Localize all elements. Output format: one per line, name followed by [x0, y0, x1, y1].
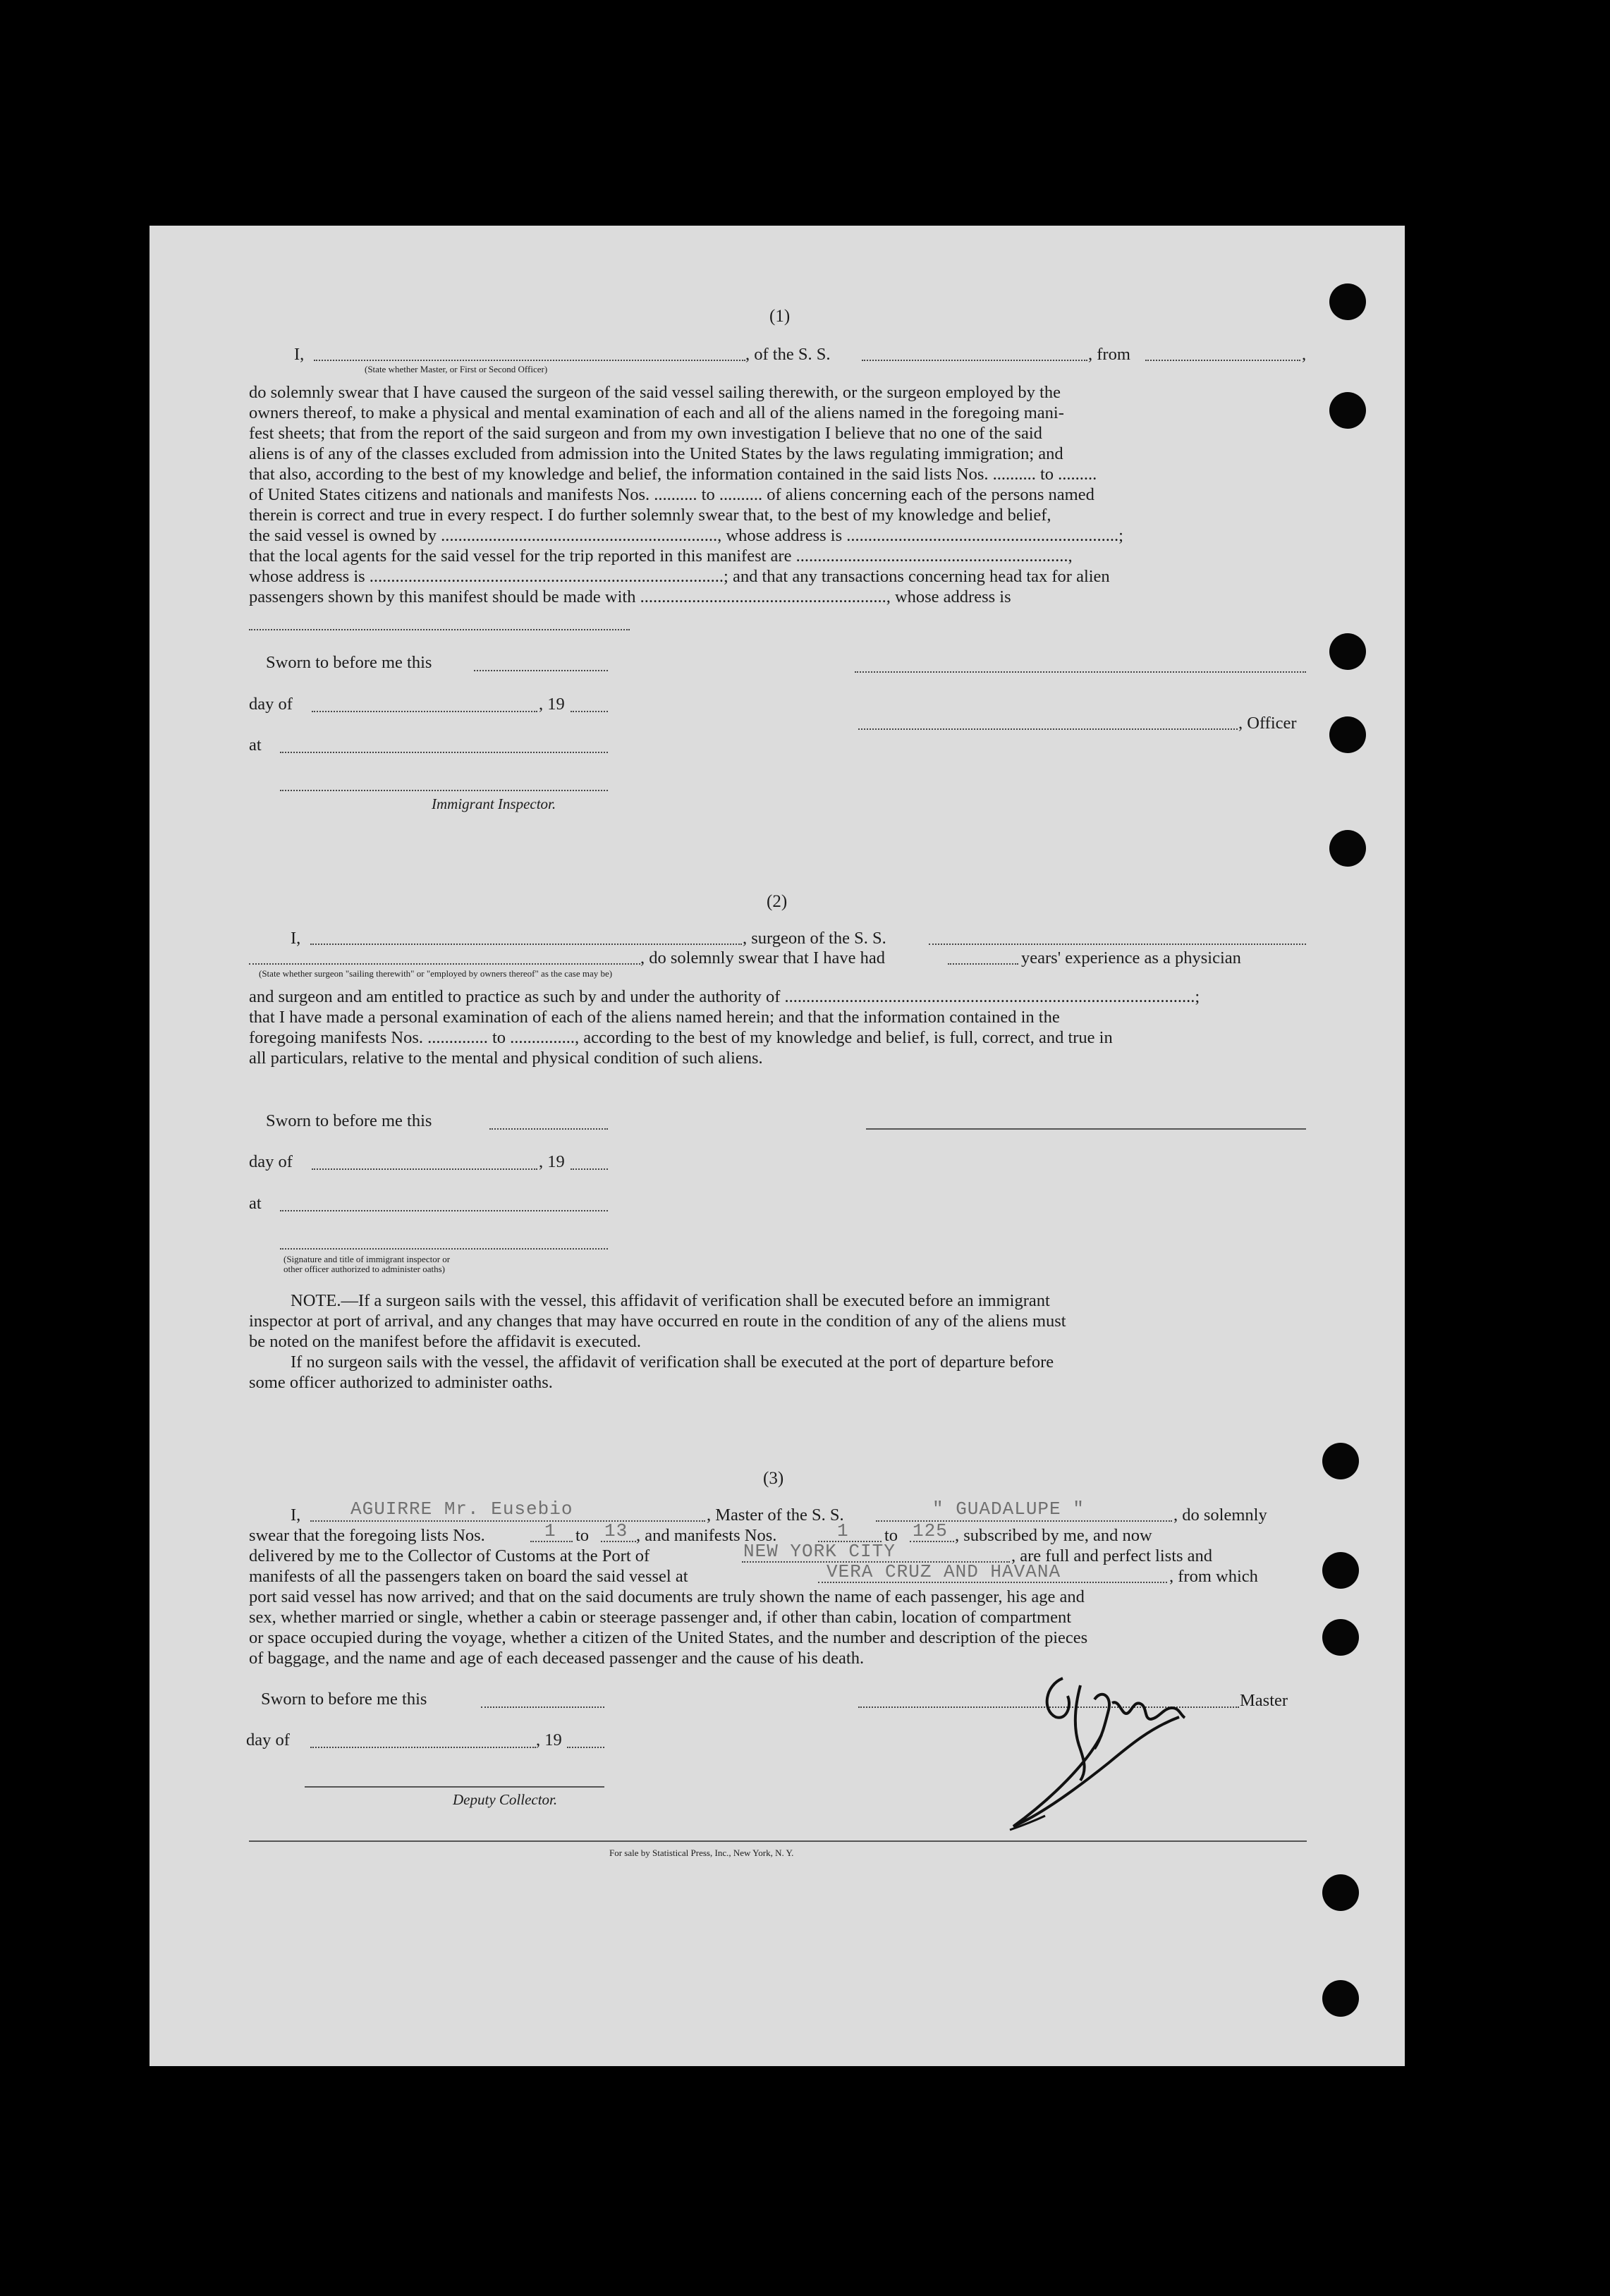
to-label-1: to — [575, 1526, 590, 1545]
punch-hole — [1322, 1980, 1359, 2017]
from-which-label: , from which — [1169, 1567, 1258, 1586]
years-field — [948, 963, 1018, 965]
surgeon-name-field — [310, 944, 742, 945]
master-name-value: AGUIRRE Mr. Eusebio — [350, 1498, 573, 1520]
lists-to-value: 13 — [604, 1520, 628, 1541]
of-ss-label: , of the S. S. — [745, 345, 831, 364]
swear-text: swear that the foregoing lists Nos. — [249, 1526, 485, 1545]
sworn-field-2 — [489, 1128, 608, 1130]
sworn-label-2: Sworn to before me this — [266, 1111, 432, 1130]
officer-blank-line-1 — [855, 671, 1306, 673]
section-3-number: (3) — [763, 1469, 784, 1488]
are-full-label: , are full and perfect lists and — [1011, 1546, 1213, 1565]
section-1-number: (1) — [769, 307, 791, 326]
sworn-field-3 — [481, 1706, 604, 1708]
immigrant-inspector-label: Immigrant Inspector. — [432, 795, 556, 812]
day-of-label-2: day of — [249, 1152, 293, 1171]
day-field-1 — [312, 711, 537, 712]
section-1-line: that the local agents for the said vessel for the trip reported in this manifest are ..............................................................., — [249, 546, 1073, 566]
master-of-label: , Master of the S. S. — [707, 1506, 844, 1525]
year-label-3: , 19 — [536, 1730, 562, 1750]
section-3-line: of baggage, and the name and age of each deceased passenger and the cause of his death. — [249, 1649, 865, 1668]
signature-note-1: (Signature and title of immigrant inspector or — [283, 1254, 451, 1264]
day-field-3 — [310, 1747, 536, 1748]
note-line: inspector at port of arrival, and any changes that may have occurred en route in the condition of any of the aliens must — [249, 1312, 1066, 1331]
section-2-state-note: (State whether surgeon "sailing therewith" or "employed by owners thereof" as the case may be) — [259, 968, 613, 979]
at-label-2: at — [249, 1194, 262, 1213]
do-solemnly-label: , do solemnly — [1173, 1506, 1267, 1525]
section-1-line: do solemnly swear that I have caused the surgeon of the said vessel sailing therewith, or the surgeon employed by the — [249, 383, 1061, 402]
address-continuation-field — [249, 629, 630, 630]
and-manifests-label: , and manifests Nos. — [636, 1526, 777, 1545]
master-label: Master — [1240, 1691, 1288, 1710]
note-line: be noted on the manifest before the affidavit is executed. — [249, 1332, 642, 1351]
punch-hole — [1322, 1443, 1359, 1479]
footer-text: For sale by Statistical Press, Inc., New York, N. Y. — [609, 1848, 794, 1858]
surgeon-signature-field — [866, 1128, 1306, 1130]
manifests-of-text: manifests of all the passengers taken on board the said vessel at — [249, 1567, 688, 1586]
ship-name-field-2 — [929, 944, 1306, 945]
punch-hole — [1322, 1619, 1359, 1656]
from-comma: , — [1302, 345, 1307, 364]
day-of-label-3: day of — [246, 1730, 290, 1750]
from-label: , from — [1088, 345, 1130, 364]
collector-signature-field — [305, 1786, 604, 1788]
sworn-field-1 — [474, 670, 608, 671]
note-line: NOTE.—If a surgeon sails with the vessel, this affidavit of verification shall be executed before an immigrant — [291, 1291, 1050, 1310]
at-field-2 — [280, 1210, 608, 1211]
departure-value: VERA CRUZ AND HAVANA — [827, 1561, 1061, 1582]
year-label-2: , 19 — [539, 1152, 565, 1171]
note-line: some officer authorized to administer oaths. — [249, 1373, 553, 1392]
year-field-1 — [571, 711, 608, 712]
inspector-signature-field — [280, 790, 608, 791]
section-1-line: that also, according to the best of my knowledge and belief, the information contained in the said lists Nos. .......... to ......... — [249, 465, 1097, 484]
year-label-1: , 19 — [539, 695, 565, 714]
master-signature — [996, 1657, 1250, 1840]
manifests-to-value: 125 — [913, 1520, 948, 1541]
officer-name-field — [314, 360, 745, 361]
deputy-collector-label: Deputy Collector. — [453, 1791, 558, 1808]
section-3-line: port said vessel has now arrived; and that on the said documents are truly shown the name of each passenger, his age and — [249, 1587, 1085, 1606]
section-3-line: sex, whether married or single, whether a cabin or steerage passenger and, if other than cabin, location of compartment — [249, 1608, 1072, 1627]
section-2-i: I, — [291, 929, 301, 948]
port-value: NEW YORK CITY — [743, 1541, 896, 1562]
punch-hole — [1329, 716, 1366, 753]
sworn-label-3: Sworn to before me this — [261, 1690, 427, 1709]
section-2-number: (2) — [767, 892, 788, 911]
delivered-text: delivered by me to the Collector of Customs at the Port of — [249, 1546, 650, 1565]
section-3-i: I, — [291, 1506, 301, 1525]
section-3-line: or space occupied during the voyage, whether a citizen of the United States, and the number and description of the pieces — [249, 1628, 1088, 1647]
solemnly-swear-label: , do solemnly swear that I have had — [640, 948, 885, 967]
punch-hole — [1322, 1552, 1359, 1589]
signature-note-2: other officer authorized to administer oaths) — [283, 1264, 445, 1274]
section-2-line: and surgeon and am entitled to practice as such by and under the authority of ...............................................................................................; — [249, 987, 1200, 1006]
inspector-signature-field-2 — [280, 1248, 608, 1250]
punch-hole — [1322, 1874, 1359, 1911]
punch-hole — [1329, 830, 1366, 867]
years-experience-label: years' experience as a physician — [1021, 948, 1241, 967]
section-2-line: that I have made a personal examination of each of the aliens named herein; and that the information contained in the — [249, 1008, 1060, 1027]
section-2-line: all particulars, relative to the mental and physical condition of such aliens. — [249, 1049, 763, 1068]
section-1-line: fest sheets; that from the report of the said surgeon and from my own investigation I believe that no one of the said — [249, 424, 1042, 443]
year-field-3 — [567, 1747, 604, 1748]
section-1-state-note: (State whether Master, or First or Second Officer) — [365, 364, 548, 374]
surgeon-status-field — [249, 963, 640, 965]
section-1-line: whose address is ..................................................................................; and that any transactions concerning head tax for alien — [249, 567, 1110, 586]
section-1-line: passengers shown by this manifest should be made with ........................................................., whose address is — [249, 587, 1011, 606]
officer-signature-field — [858, 728, 1238, 730]
at-label-1: at — [249, 735, 262, 755]
section-1-line: the said vessel is owned by ................................................................, whose address is ...............................................................; — [249, 526, 1123, 545]
officer-label: , Officer — [1238, 714, 1297, 733]
section-1-line: aliens is of any of the classes excluded from admission into the United States by the laws regulating immigration; and — [249, 444, 1063, 463]
day-of-label-1: day of — [249, 695, 293, 714]
manifests-from-value: 1 — [837, 1520, 849, 1541]
ship-name-value: " GUADALUPE " — [932, 1498, 1085, 1520]
manifest-verification-form — [150, 226, 1405, 2066]
ship-name-field-1 — [862, 360, 1087, 361]
master-name-field — [310, 1520, 705, 1522]
surgeon-of-label: , surgeon of the S. S. — [743, 929, 886, 948]
to-label-2: to — [884, 1526, 898, 1545]
section-1-line: owners thereof, to make a physical and mental examination of each and all of the aliens named in the foregoing mani- — [249, 403, 1064, 422]
punch-hole — [1329, 283, 1366, 320]
sworn-label-1: Sworn to before me this — [266, 653, 432, 672]
punch-hole — [1329, 392, 1366, 429]
year-field-2 — [571, 1168, 608, 1170]
punch-hole — [1329, 633, 1366, 670]
subscribed-label: , subscribed by me, and now — [955, 1526, 1152, 1545]
lists-from-value: 1 — [544, 1520, 556, 1541]
footer-rule — [249, 1840, 1307, 1842]
section-1-line: of United States citizens and nationals and manifests Nos. .......... to .......... of aliens concerning each of the persons named — [249, 485, 1094, 504]
note-line: If no surgeon sails with the vessel, the affidavit of verification shall be executed at the port of departure before — [291, 1352, 1054, 1372]
at-field-1 — [280, 752, 608, 753]
section-2-line: foregoing manifests Nos. .............. to ..............., according to the best of my knowledge and belief, is full, correct, and true in — [249, 1028, 1113, 1047]
section-1-line: therein is correct and true in every respect. I do further solemnly swear that, to the best of my knowledge and belief, — [249, 506, 1051, 525]
from-port-field — [1145, 360, 1300, 361]
section-1-i: I, — [294, 345, 305, 364]
day-field-2 — [312, 1168, 537, 1170]
